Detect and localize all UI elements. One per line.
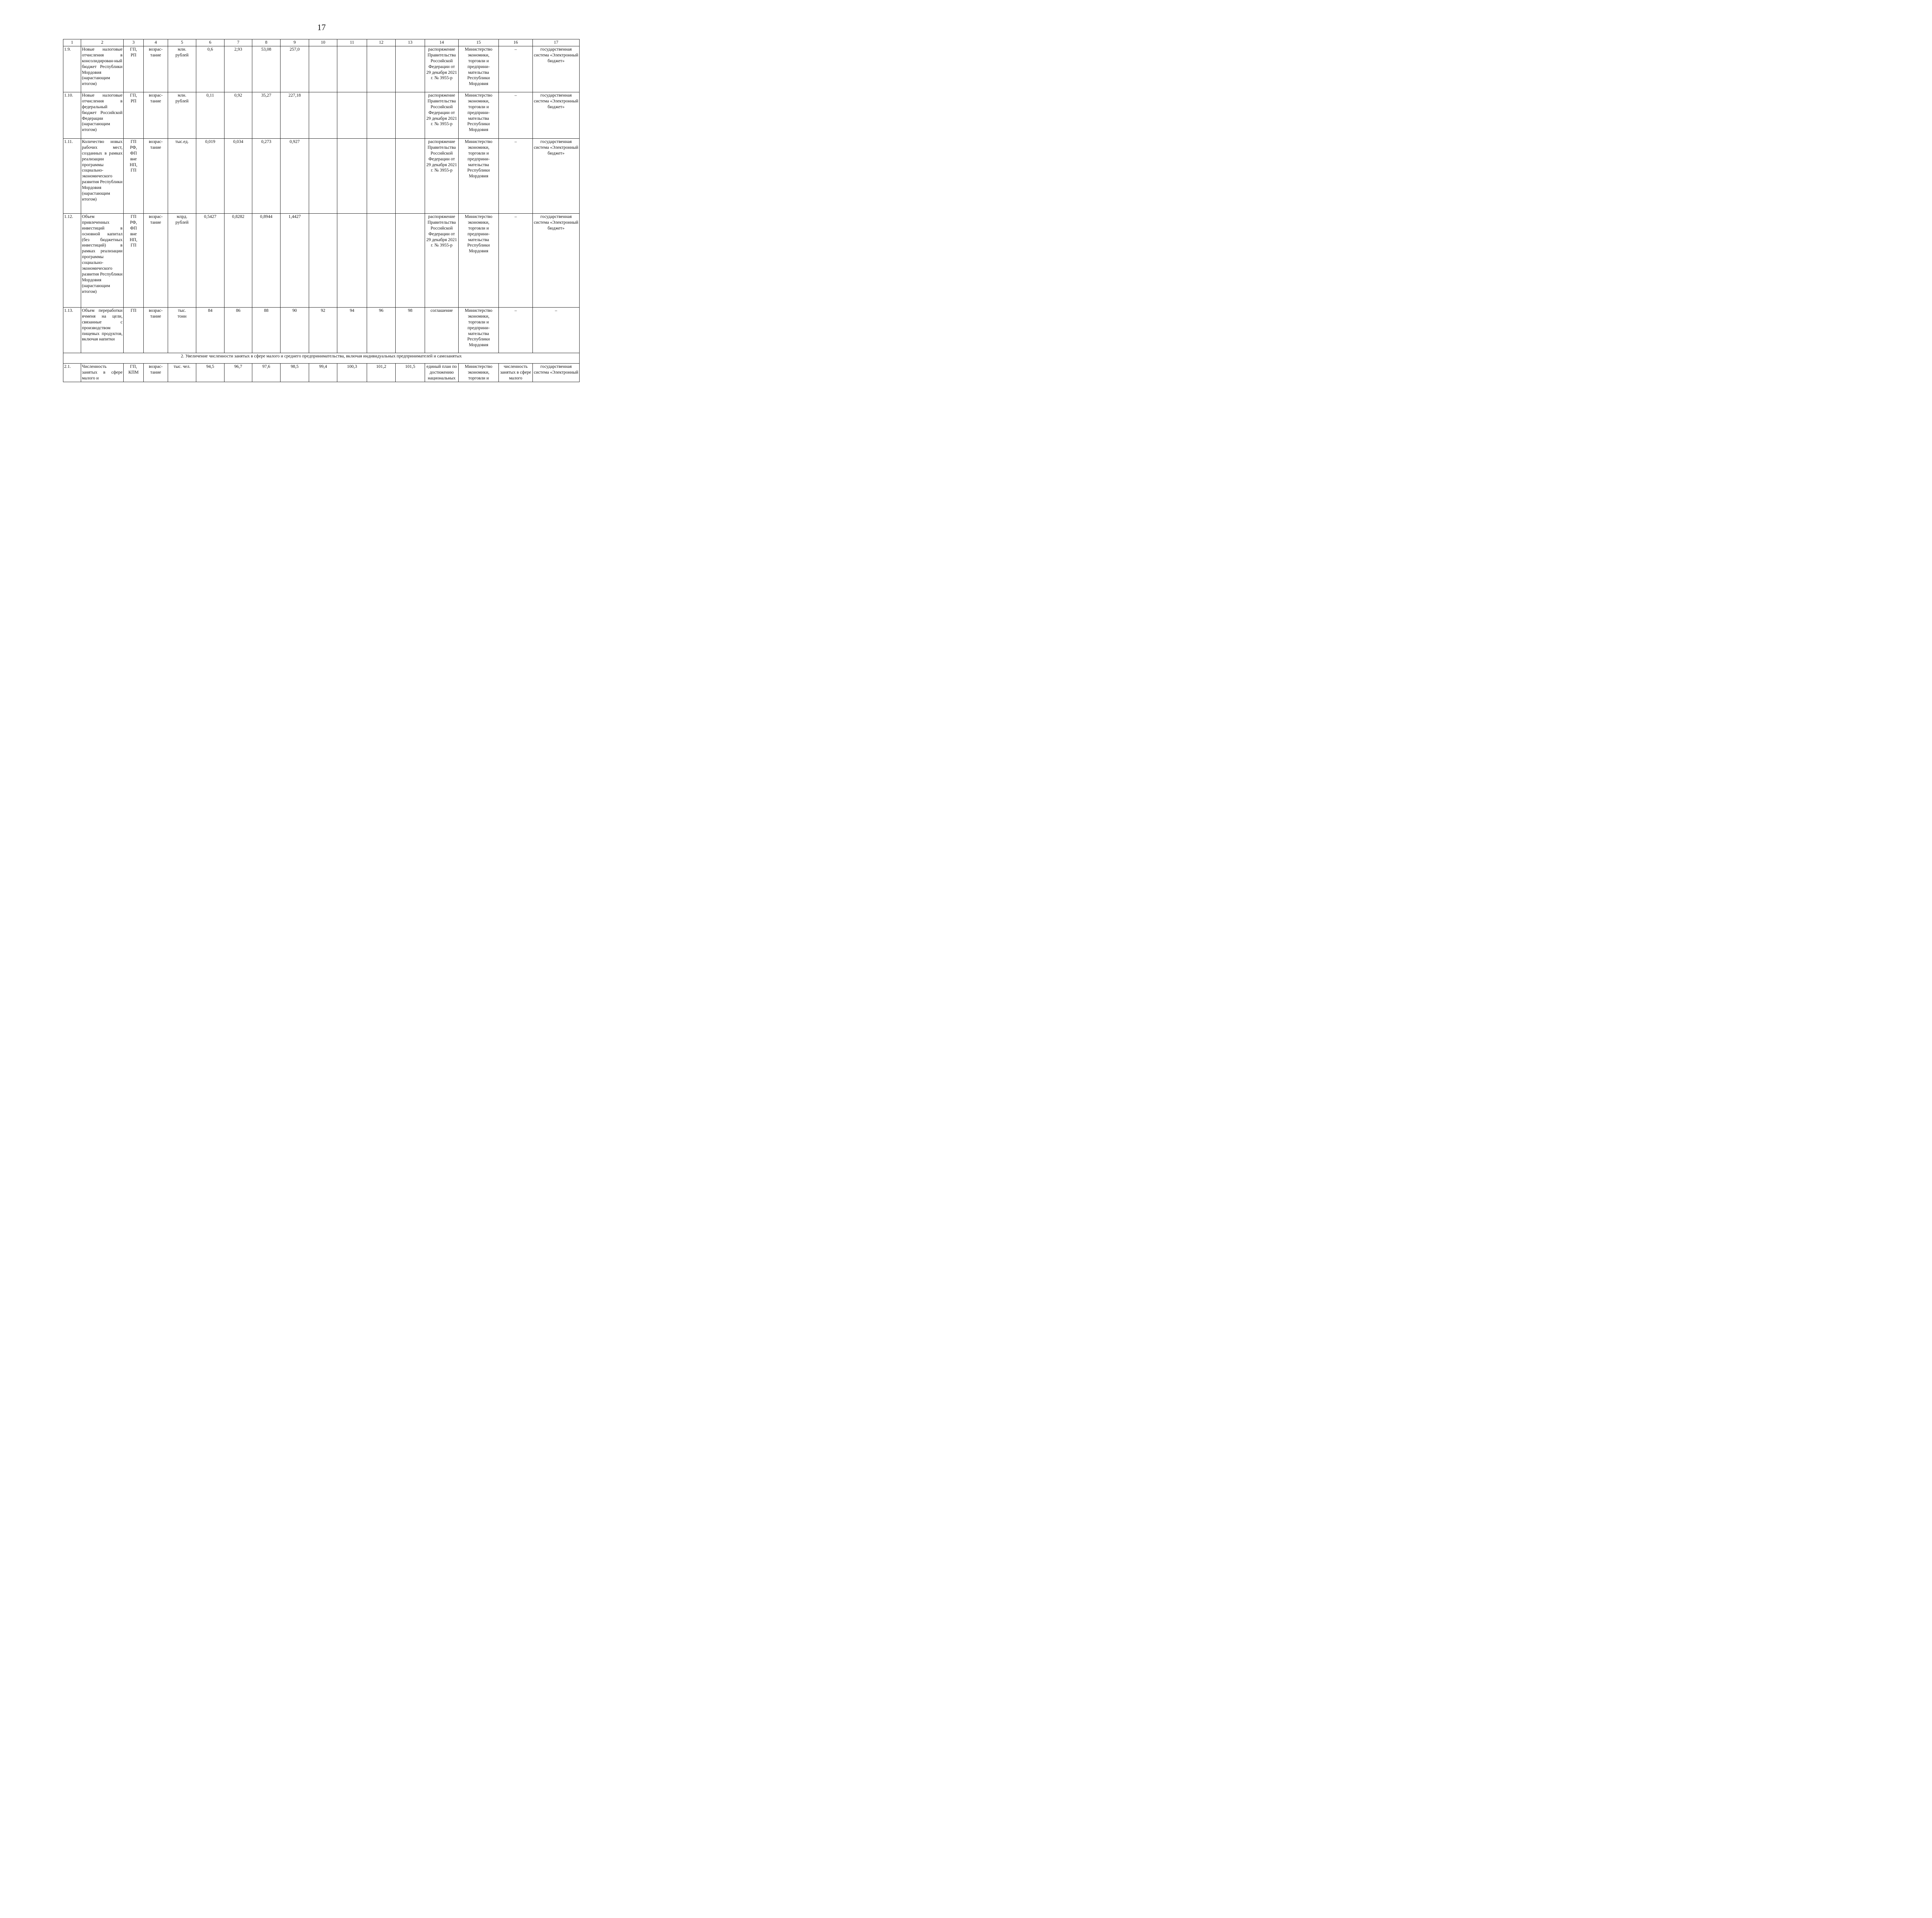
value-cell: 96 xyxy=(367,307,396,353)
indicator-name: Новые налоговые отчисления в федеральный бюджет Российской Федерации (нарастающим итогом) xyxy=(81,92,124,138)
column-number: 15 xyxy=(459,39,499,46)
basis-document: единый план по достижению национальных xyxy=(425,363,459,382)
indicator-name: Численность занятых в сфере малого и xyxy=(81,363,124,382)
column-number-row xyxy=(63,39,580,46)
value-cell: 35,27 xyxy=(252,92,281,138)
column-number: 5 xyxy=(168,39,196,46)
linked-indicator: – xyxy=(499,138,533,213)
column-number: 12 xyxy=(367,39,396,46)
table-row xyxy=(63,138,580,213)
value-cell xyxy=(337,46,367,92)
value-cell: 0,92 xyxy=(224,92,252,138)
table-row xyxy=(63,363,580,382)
linked-indicator: – xyxy=(499,213,533,307)
value-cell: 97,6 xyxy=(252,363,281,382)
row-number: 2.1. xyxy=(63,363,81,382)
value-cell xyxy=(367,92,396,138)
column-number: 2 xyxy=(81,39,124,46)
value-cell xyxy=(396,46,425,92)
information-system: государственная система «Электронный бюджет» xyxy=(533,138,580,213)
linked-indicator: численность занятых в сфере малого xyxy=(499,363,533,382)
value-cell: 0,927 xyxy=(281,138,309,213)
value-cell: 96,7 xyxy=(224,363,252,382)
indicator-direction: возрас- тание xyxy=(144,213,168,307)
column-number: 1 xyxy=(63,39,81,46)
value-cell: 94,5 xyxy=(196,363,224,382)
value-cell: 227,18 xyxy=(281,92,309,138)
value-cell xyxy=(337,138,367,213)
table-row xyxy=(63,46,580,92)
value-cell: 53,08 xyxy=(252,46,281,92)
responsible-body: Министерство экономики, торговли и предприни-мательства Республики Мордовия xyxy=(459,92,499,138)
column-number: 10 xyxy=(309,39,337,46)
value-cell: 0,8944 xyxy=(252,213,281,307)
value-cell: 0,019 xyxy=(196,138,224,213)
information-system: государственная система «Электронный бюджет» xyxy=(533,46,580,92)
column-number: 6 xyxy=(196,39,224,46)
indicator-unit: млрд. рублей xyxy=(168,213,196,307)
table-row xyxy=(63,92,580,138)
value-cell: 84 xyxy=(196,307,224,353)
value-cell: 0,034 xyxy=(224,138,252,213)
indicator-direction: возрас- тание xyxy=(144,138,168,213)
column-number: 9 xyxy=(281,39,309,46)
indicator-unit: млн. рублей xyxy=(168,92,196,138)
column-number: 16 xyxy=(499,39,533,46)
value-cell xyxy=(396,213,425,307)
information-system: государственная система «Электронный бюджет» xyxy=(533,213,580,307)
indicator-level: ГП РФ, ФП вне НП, ГП xyxy=(124,138,144,213)
table-row xyxy=(63,213,580,307)
indicator-unit: тыс. чел. xyxy=(168,363,196,382)
value-cell: 1,4427 xyxy=(281,213,309,307)
basis-document: распоряжение Правительства Российской Федерации от 29 декабря 2021 г. № 3955-р xyxy=(425,46,459,92)
responsible-body: Министерство экономики, торговли и предприни-мательства Республики Мордовия xyxy=(459,307,499,353)
column-number: 7 xyxy=(224,39,252,46)
indicator-name: Новые налоговые отчисления в консолидирован-ный бюджет Республики Мордовия (нарастающим итогом) xyxy=(81,46,124,92)
column-number: 17 xyxy=(533,39,580,46)
value-cell: 0,11 xyxy=(196,92,224,138)
value-cell: 2,93 xyxy=(224,46,252,92)
value-cell: 0,273 xyxy=(252,138,281,213)
value-cell: 101,5 xyxy=(396,363,425,382)
value-cell: 0,5427 xyxy=(196,213,224,307)
indicator-level: ГП, КПМ xyxy=(124,363,144,382)
value-cell xyxy=(337,213,367,307)
column-number: 14 xyxy=(425,39,459,46)
information-system: государственная система «Электронный xyxy=(533,363,580,382)
column-number: 3 xyxy=(124,39,144,46)
indicator-direction: возрас- тание xyxy=(144,363,168,382)
responsible-body: Министерство экономики, торговли и xyxy=(459,363,499,382)
value-cell xyxy=(396,92,425,138)
indicator-unit: млн. рублей xyxy=(168,46,196,92)
section-title: 2. Увеличение численности занятых в сфере малого и среднего предпринимательства, включая индивидуальных предпринимателей и самозанятых xyxy=(63,353,580,363)
value-cell xyxy=(309,46,337,92)
indicator-level: ГП, РП xyxy=(124,46,144,92)
value-cell xyxy=(367,138,396,213)
information-system: государственная система «Электронный бюджет» xyxy=(533,92,580,138)
indicator-direction: возрас- тание xyxy=(144,92,168,138)
value-cell xyxy=(396,138,425,213)
value-cell: 86 xyxy=(224,307,252,353)
value-cell: 101,2 xyxy=(367,363,396,382)
indicator-level: ГП РФ, ФП вне НП, ГП xyxy=(124,213,144,307)
linked-indicator: – xyxy=(499,92,533,138)
value-cell: 99,4 xyxy=(309,363,337,382)
indicator-name: Объем переработки ячменя на цели, связанные с производством пищевых продуктов, включая напитки xyxy=(81,307,124,353)
value-cell xyxy=(309,92,337,138)
value-cell: 94 xyxy=(337,307,367,353)
value-cell: 100,3 xyxy=(337,363,367,382)
indicator-level: ГП, РП xyxy=(124,92,144,138)
basis-document: соглашение xyxy=(425,307,459,353)
value-cell: 98,5 xyxy=(281,363,309,382)
value-cell: 0,8282 xyxy=(224,213,252,307)
indicator-direction: возрас- тание xyxy=(144,46,168,92)
row-number: 1.12. xyxy=(63,213,81,307)
column-number: 13 xyxy=(396,39,425,46)
indicator-name: Объем привлеченных инвестиций в основной капитал (без бюджетных инвестиций) в рамках реализации программы социально-экономического развития Республики Мордовия (нарастающим итогом) xyxy=(81,213,124,307)
value-cell: 0,6 xyxy=(196,46,224,92)
indicator-name: Количество новых рабочих мест, созданных в рамках реализации программы социально-экономического развития Республики Мордовия (нарастающим итогом) xyxy=(81,138,124,213)
indicators-table xyxy=(63,39,580,382)
value-cell xyxy=(309,213,337,307)
responsible-body: Министерство экономики, торговли и предприни-мательства Республики Мордовия xyxy=(459,138,499,213)
row-number: 1.13. xyxy=(63,307,81,353)
indicator-direction: возрас- тание xyxy=(144,307,168,353)
value-cell: 257,0 xyxy=(281,46,309,92)
indicator-level: ГП xyxy=(124,307,144,353)
row-number: 1.10. xyxy=(63,92,81,138)
value-cell: 88 xyxy=(252,307,281,353)
column-number: 11 xyxy=(337,39,367,46)
information-system: – xyxy=(533,307,580,353)
row-number: 1.11. xyxy=(63,138,81,213)
table-row xyxy=(63,307,580,353)
value-cell: 90 xyxy=(281,307,309,353)
page-number: 17 xyxy=(317,22,326,32)
basis-document: распоряжение Правительства Российской Федерации от 29 декабря 2021 г. № 3955-р xyxy=(425,138,459,213)
column-number: 4 xyxy=(144,39,168,46)
value-cell xyxy=(367,46,396,92)
linked-indicator: – xyxy=(499,307,533,353)
basis-document: распоряжение Правительства Российской Федерации от 29 декабря 2021 г. № 3955-р xyxy=(425,92,459,138)
value-cell xyxy=(367,213,396,307)
value-cell: 92 xyxy=(309,307,337,353)
section-row xyxy=(63,353,580,363)
value-cell: 98 xyxy=(396,307,425,353)
indicator-unit: тыс. тонн xyxy=(168,307,196,353)
column-number: 8 xyxy=(252,39,281,46)
row-number: 1.9. xyxy=(63,46,81,92)
responsible-body: Министерство экономики, торговли и предприни-мательства Республики Мордовия xyxy=(459,213,499,307)
value-cell xyxy=(337,92,367,138)
value-cell xyxy=(309,138,337,213)
responsible-body: Министерство экономики, торговли и предприни-мательства Республики Мордовия xyxy=(459,46,499,92)
indicator-unit: тыс.ед. xyxy=(168,138,196,213)
linked-indicator: – xyxy=(499,46,533,92)
basis-document: распоряжение Правительства Российской Федерации от 29 декабря 2021 г. № 3955-р xyxy=(425,213,459,307)
